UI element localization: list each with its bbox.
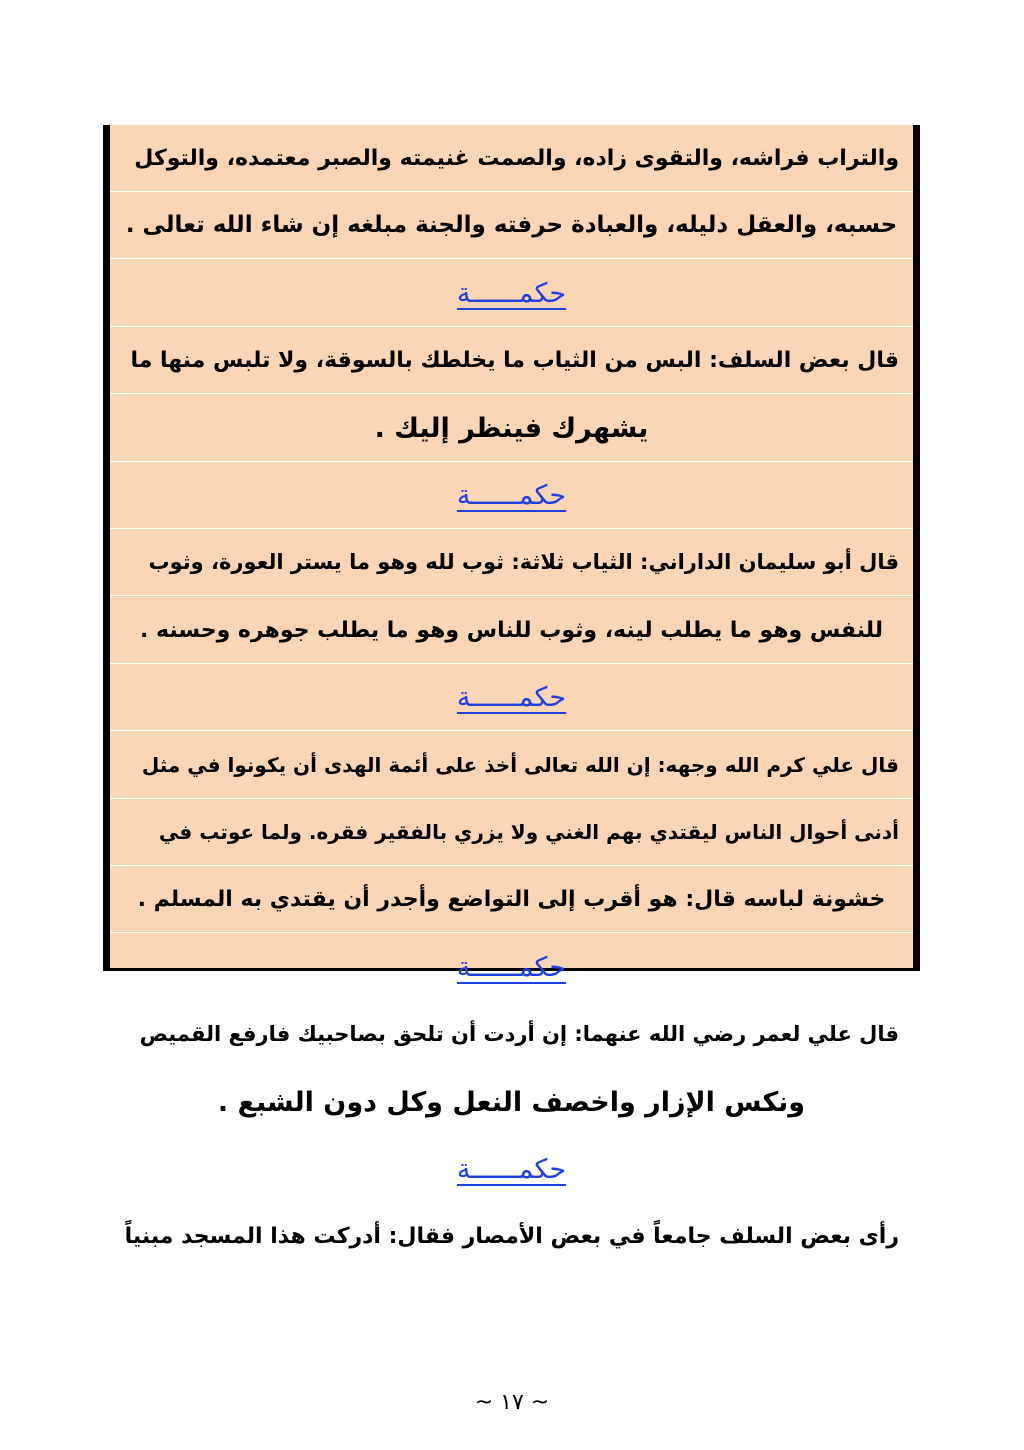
text-line: أدنى أحوال الناس ليقتدي بهم الغني ولا يزري بالفقير فقره. ولما عوتب في [110, 799, 913, 866]
text-line: والتراب فراشه، والتقوى زاده، والصمت غنيمته والصبر معتمده، والتوكل [110, 125, 913, 192]
text-line: ونكس الإزار واخصف النعل وكل دون الشبع . [110, 1069, 913, 1136]
heading-text[interactable]: حكمــــــة [456, 951, 567, 983]
section-heading-link[interactable] [110, 462, 913, 529]
section-heading-link[interactable] [110, 664, 913, 731]
text-line: يشهرك فينظر إليك . [110, 395, 913, 462]
heading-text[interactable]: حكمــــــة [456, 1154, 567, 1185]
text-line: قال أبو سليمان الداراني: الثياب ثلاثة: ثوب لله وهو ما يستر العورة، وثوب [110, 529, 913, 596]
text-line: قال علي لعمر رضي الله عنهما: إن أردت أن تلحق بصاحبيك فارفع القميص [110, 1001, 913, 1068]
section-heading-link[interactable] [110, 260, 913, 327]
text-line: رأى بعض السلف جامعاً في بعض الأمصار فقال: أدركت هذا المسجد مبنياً [110, 1203, 913, 1270]
heading-text[interactable]: حكمــــــة [456, 682, 567, 714]
text-line: للنفس وهو ما يطلب لينه، وثوب للناس وهو ما يطلب جوهره وحسنه . [110, 597, 913, 664]
heading-text[interactable]: حكمــــــة [456, 480, 567, 511]
text-line: خشونة لباسه قال: هو أقرب إلى التواضع وأجدر أن يقتدي به المسلم . [110, 866, 913, 933]
heading-text[interactable]: حكمــــــة [456, 277, 567, 309]
text-line: قال علي كرم الله وجهه: إن الله تعالى أخذ على أئمة الهدى أن يكونوا في مثل [110, 732, 913, 799]
section-heading-link[interactable] [110, 934, 913, 1001]
section-heading-link[interactable] [110, 1136, 913, 1203]
text-panel [103, 125, 920, 1250]
text-line: حسبه، والعقل دليله، والعبادة حرفته والجنة مبلغه إن شاء الله تعالى . [110, 192, 913, 259]
text-line: قال بعض السلف: البس من الثياب ما يخلطك بالسوقة، ولا تلبس منها ما [110, 327, 913, 394]
page-number: ~ ١٧ ~ [474, 1390, 550, 1415]
